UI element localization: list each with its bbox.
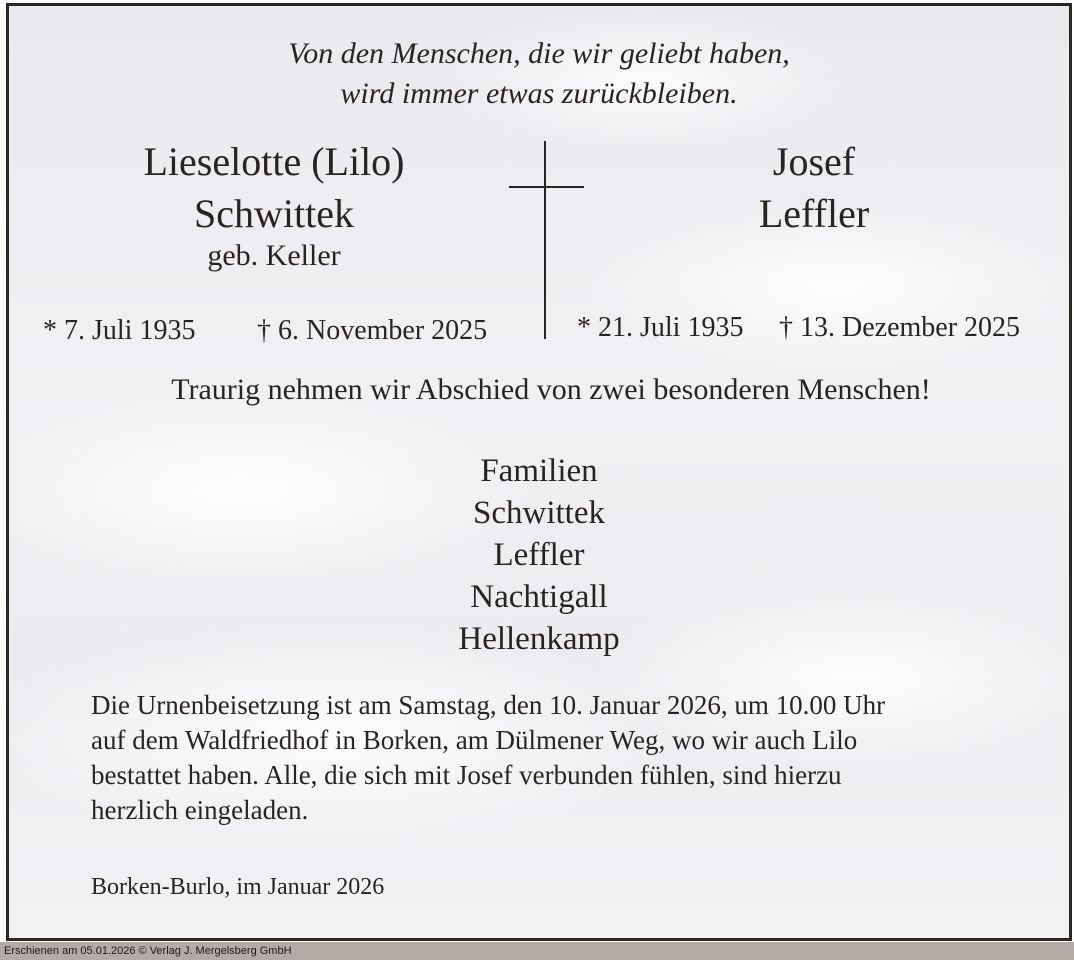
motto-line-2: wird immer etwas zurückbleiben.: [340, 77, 738, 110]
person2-died: † 13. Dezember 2025: [779, 312, 1021, 343]
person2-last-name: Leffler: [758, 191, 870, 236]
announcement-line: herzlich eingeladen.: [91, 795, 309, 825]
publication-footer: Erschienen am 05.01.2026 © Verlag J. Mergelsberg GmbH: [4, 945, 292, 957]
family-name: Schwittek: [473, 495, 605, 531]
cross-vertical-bar: [544, 141, 546, 339]
person1-first-name: Lieselotte (Lilo): [143, 139, 405, 184]
family-name: Nachtigall: [470, 579, 608, 615]
place-date: Borken-Burlo, im Januar 2026: [91, 874, 385, 900]
motto-line-1: Von den Menschen, die wir geliebt haben,: [288, 37, 790, 70]
person1-born: * 7. Juli 1935: [43, 315, 196, 346]
person1-maiden-name: geb. Keller: [207, 239, 341, 272]
person2-born: * 21. Juli 1935: [577, 312, 744, 343]
person2-first-name: Josef: [772, 139, 856, 184]
person1-last-name: Schwittek: [194, 191, 354, 236]
farewell-text: Traurig nehmen wir Abschied von zwei besonderen Menschen!: [171, 373, 931, 406]
cross-horizontal-bar: [509, 186, 584, 188]
obituary-frame: [6, 3, 1072, 941]
footer-bar: [0, 942, 1074, 960]
announcement-line: Die Urnenbeisetzung ist am Samstag, den 10. Januar 2026, um 10.00 Uhr: [91, 690, 886, 720]
family-name: Hellenkamp: [458, 621, 620, 657]
announcement-line: bestattet haben. Alle, die sich mit Josef verbunden fühlen, sind hierzu: [91, 760, 842, 790]
families-heading: Familien: [480, 453, 598, 489]
family-name: Leffler: [493, 537, 585, 573]
person1-died: † 6. November 2025: [257, 315, 488, 346]
announcement-line: auf dem Waldfriedhof in Borken, am Dülmener Weg, wo wir auch Lilo: [91, 725, 858, 755]
